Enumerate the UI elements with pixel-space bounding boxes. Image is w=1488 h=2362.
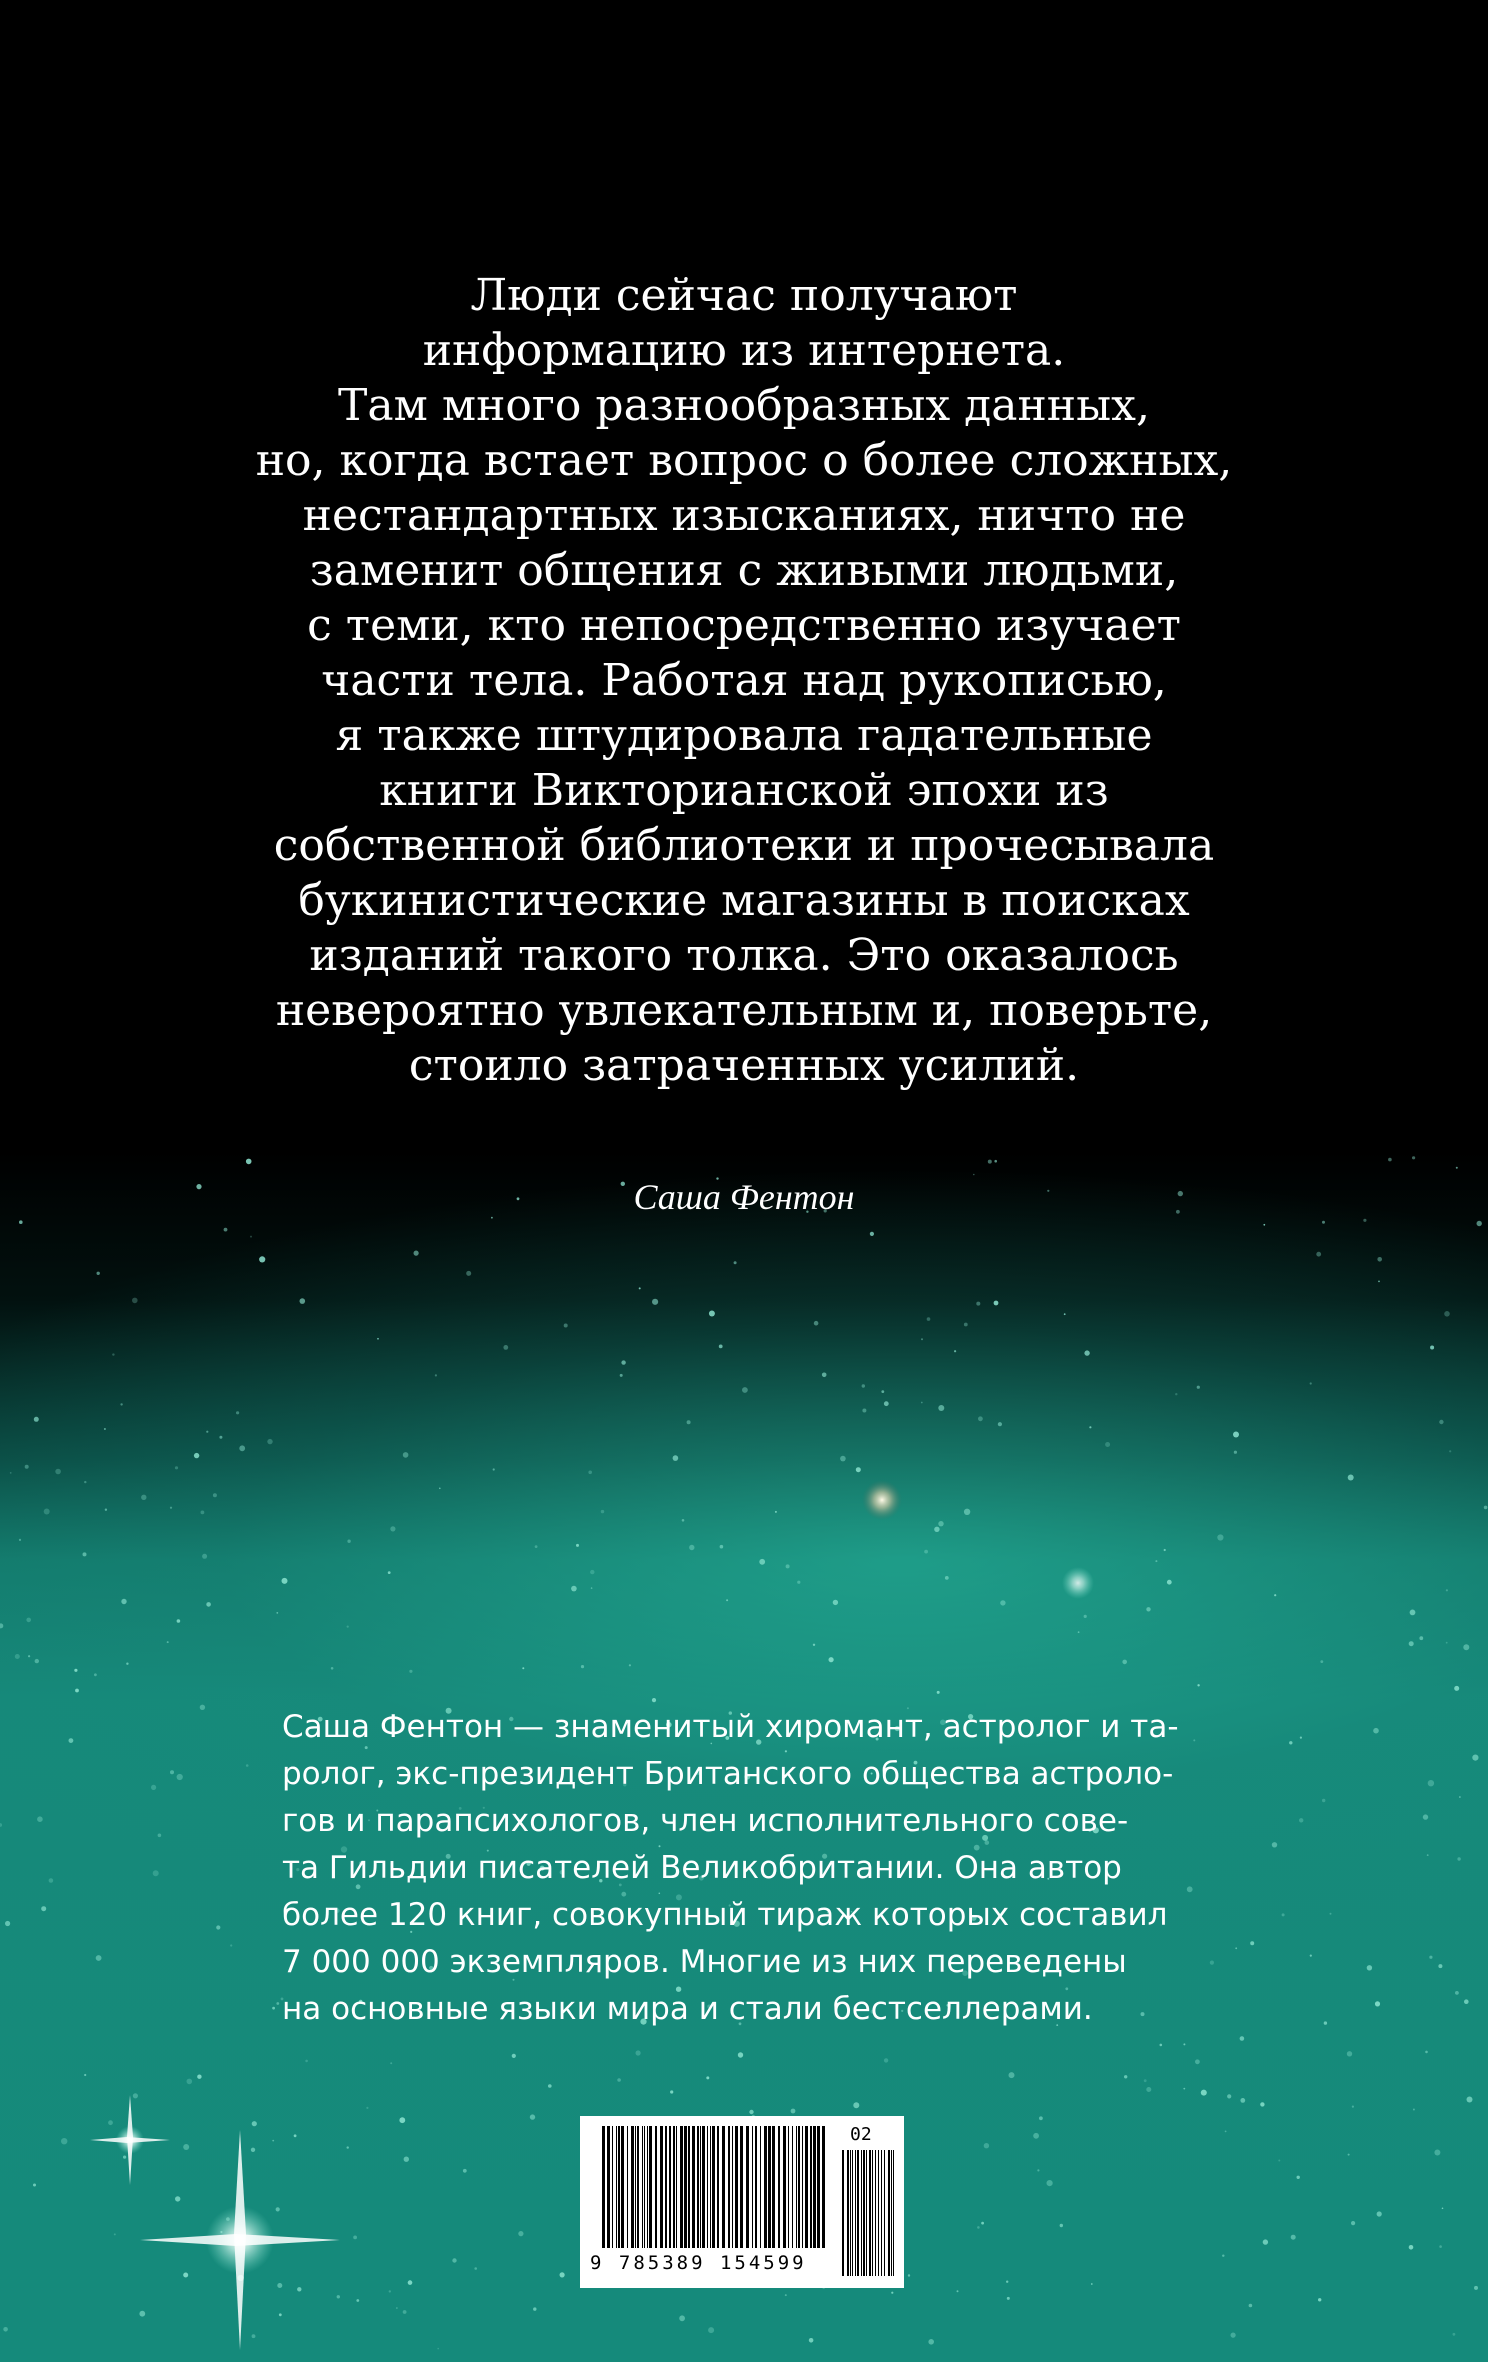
barcode-addon-number: 02 (850, 2124, 872, 2145)
author-bio (282, 1704, 1222, 2033)
barcode-digits: 9 785389 154599 (590, 2252, 807, 2274)
sparkle-star-small (90, 2095, 170, 2185)
bio-line: гов и парапсихологов, член исполнительного сове- (282, 1803, 1129, 1839)
bio-line: более 120 книг, совокупный тираж которых составил (282, 1897, 1168, 1933)
quote-line: букинистические магазины в поисках (298, 875, 1190, 926)
quote-line: с теми, кто непосредственно изучает (307, 600, 1181, 651)
sparkle-star-large (140, 2130, 340, 2350)
bio-line: Саша Фентон — знаменитый хиромант, астролог и та- (282, 1709, 1179, 1745)
quote-line: собственной библиотеки и прочесывала (273, 820, 1215, 871)
quote-line: но, когда встает вопрос о более сложных, (255, 435, 1233, 486)
quote-line: нестандартных изысканиях, ничто не (302, 490, 1186, 541)
bright-star (862, 1480, 902, 1520)
bio-line: ролог, экс-президент Британского общества астроло- (282, 1756, 1174, 1792)
quote-line: невероятно увлекательным и, поверьте, (275, 985, 1213, 1036)
bio-line: на основные языки мира и стали бестселлерами. (282, 1991, 1093, 2027)
bio-line: та Гильдии писателей Великобритании. Она автор (282, 1850, 1122, 1886)
quote-line: Там много разнообразных данных, (338, 380, 1150, 431)
quote-line: я также штудировала гадательные (335, 710, 1153, 761)
quote-line: изданий такого толка. Это оказалось (309, 930, 1179, 981)
quote-line: стоило затраченных усилий. (408, 1040, 1080, 1091)
quote-line: Люди сейчас получают (470, 270, 1018, 321)
isbn-barcode (580, 2116, 904, 2288)
quote-line: информацию из интернета. (422, 325, 1066, 376)
quote-line: части тела. Работая над рукописью, (321, 655, 1167, 706)
quote-attribution: Саша Фентон (633, 1177, 855, 1217)
quote-line: книги Викторианской эпохи из (379, 765, 1109, 816)
quote-text (194, 268, 1294, 1093)
bio-line: 7 000 000 экземпляров. Многие из них переведены (282, 1944, 1127, 1980)
quote-line: заменит общения с живыми людьми, (309, 545, 1179, 596)
